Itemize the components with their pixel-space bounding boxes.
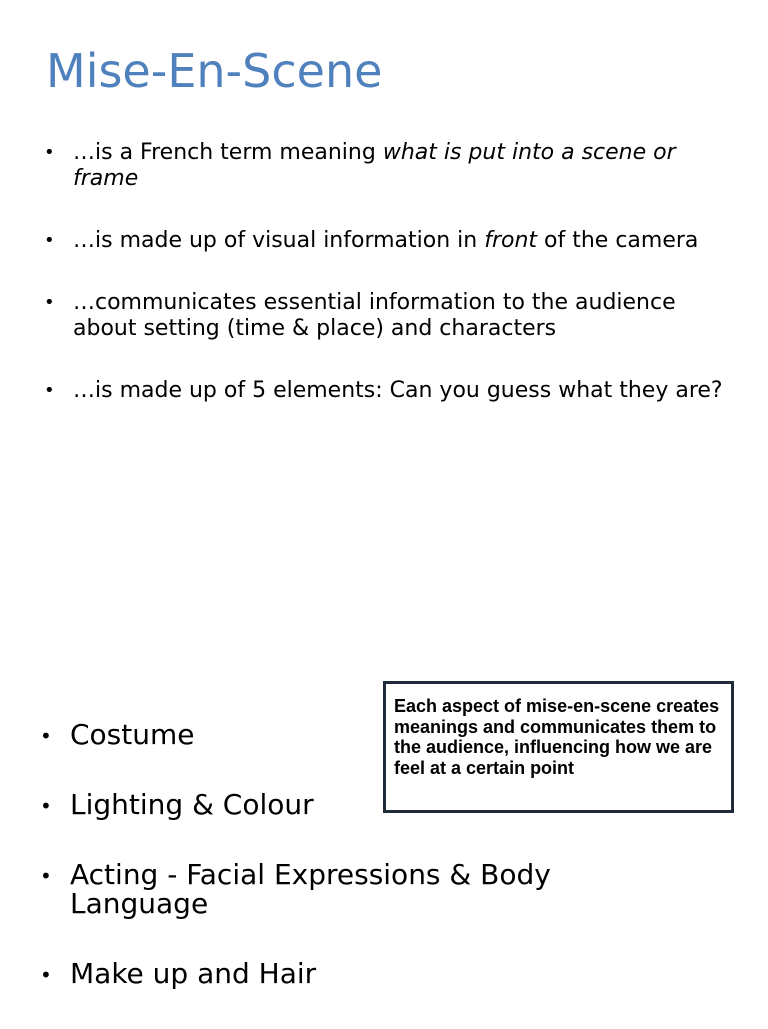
definition-text: …is a French term meaning [73, 140, 383, 165]
definition-text-suffix: of the camera [537, 228, 699, 253]
definition-text: …communicates essential information to the audience about setting (time & place) and characters [73, 290, 676, 341]
slide-title: Mise-En-Scene [46, 44, 383, 98]
definition-text: …is made up of 5 elements: Can you guess what they are? [73, 378, 723, 403]
element-item-makeup: • Make up and Hair [40, 959, 660, 988]
callout-text: Each aspect of mise-en-scene creates meanings and communicates them to the audience, influencing how we are feel at a certain point [394, 696, 720, 778]
definition-list [44, 140, 724, 440]
definition-text: …is made up of visual information in [73, 228, 485, 253]
definition-item [44, 290, 724, 342]
definition-emphasis: what is put into a scene or frame [73, 140, 676, 191]
element-item-lighting: • Lighting & Colour [40, 790, 660, 819]
definition-item [44, 228, 724, 254]
elements-list [40, 720, 660, 1029]
definition-item [44, 378, 724, 404]
definition-item [44, 140, 724, 192]
element-item-acting: • Acting - Facial Expressions & Body Language [40, 860, 660, 918]
element-item-costume: • Costume [40, 720, 660, 749]
definition-emphasis: front [484, 228, 538, 253]
